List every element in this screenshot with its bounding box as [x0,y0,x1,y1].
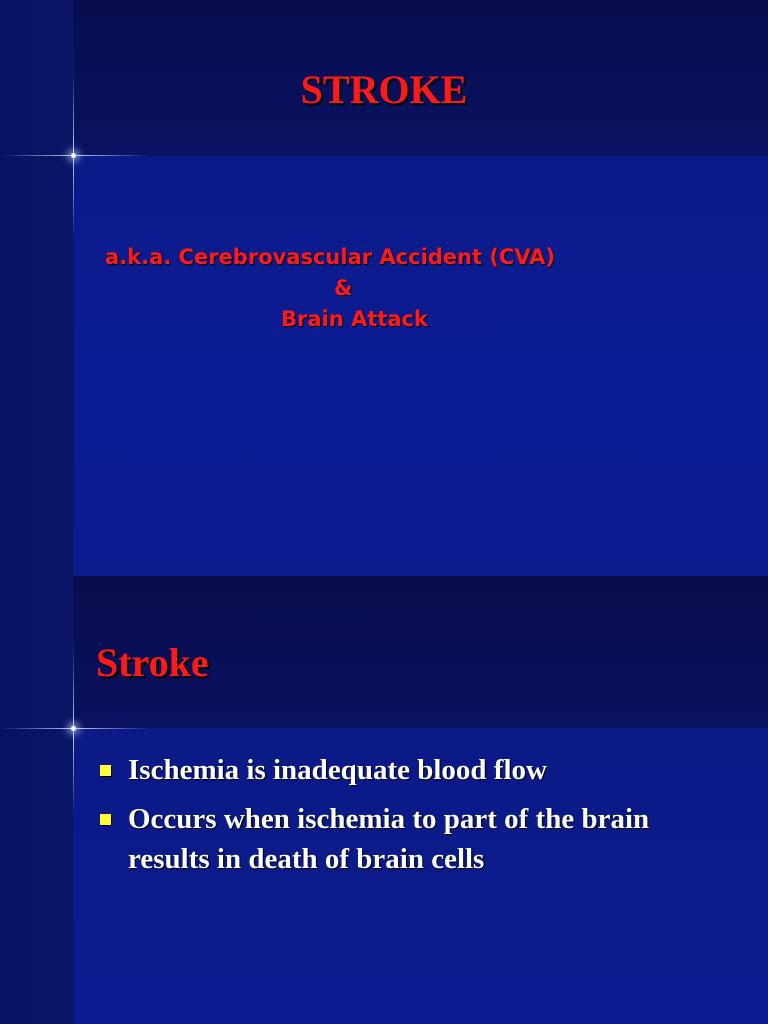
subtitle-line-ampersand: & [334,276,353,300]
bullet-text: Occurs when ischemia to part of the brain results in death of brain cells [128,803,650,875]
sparkle-star-icon [71,153,76,158]
bullet-item [98,750,718,790]
sparkle-vertical-line [73,646,74,816]
bullet-text: Ischemia is inadequate blood flow [128,754,547,786]
subtitle-line-aka: a.k.a. Cerebrovascular Accident (CVA) [105,245,556,269]
bullet-item [98,799,718,879]
square-bullet-icon [100,814,111,825]
slide-body-area [74,156,768,576]
sparkle-star-icon [71,726,76,731]
square-bullet-icon [100,765,111,776]
subtitle-line-brain-attack: Brain Attack [281,307,428,331]
slide-left-band [0,576,74,1024]
slide-title: STROKE [300,67,468,112]
bullet-list [98,750,718,888]
slide-2-title: Stroke [96,640,209,685]
